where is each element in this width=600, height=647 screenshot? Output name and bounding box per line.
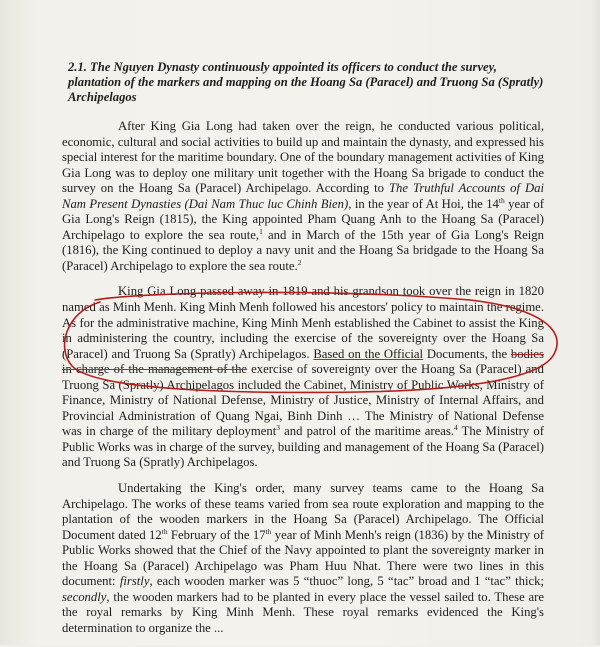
- para2-text-c: exercise of sovereignty over the Hoang Sa (Paracel) and Truong Sa (Spratly) Archipelagos included the Cabinet, Ministry of Public Works, Ministry of Finance, Ministry of National Defense, Ministry of Justice, Ministry of Internal Affairs, and Provincial Administration of Quang Ngai, Binh Dinh … The Ministry of National Defense was in charge of the military deployment: [62, 362, 544, 439]
- ordinal-suffix: th: [498, 195, 505, 205]
- paragraph-survey-teams: [62, 481, 544, 636]
- ordinal-suffix: th: [161, 526, 168, 536]
- footnote-ref-3: 3: [276, 423, 281, 433]
- book-title: The Truthful Accounts of Dai Nam Present Dynasties (Dai Nam Thuc luc Chinh Bien): [62, 181, 545, 211]
- ordinal-suffix: th: [265, 526, 272, 536]
- para3-text-e: , the wooden markers had to be planted in every place the vessel sailed to. These are the royal remarks by King Minh Menh. These royal remarks evidenced the King's determination to organize the ...: [62, 589, 544, 635]
- para1-text-a: After King Gia Long had taken over the reign, he conducted various political, economic, cultural and social activities to build up and maintain the dynasty, and expressed his special interest for the maritime boundary. One of the boundary management activities of King Gia Long was to deploy one military unit together with the Hoang Sa brigade to conduct the survey on the Hoang Sa (Paracel) Archipelago. According to: [62, 119, 544, 196]
- para1-text-d: and in March of the 15th year of Gia Long's Reign (1816), the King continued to deploy a navy unit and the Hoang Sa bridgade to the Hoang Sa (Paracel) Archipelago to explore the sea route.: [62, 227, 544, 273]
- para3-text-d: , each wooden marker was 5 “thuoc” long, 5 “tac” broad and 1 “tac” thick;: [149, 574, 544, 589]
- para1-text-c: year of Gia Long's Reign (1815), the King appointed Pham Quang Anh to the Hoang Sa (Paracel) Archipelago to explore the sea route,: [62, 196, 544, 242]
- para3-text-b: February of the 17: [167, 527, 266, 542]
- firstly-label: firstly: [119, 574, 150, 589]
- paragraph-minh-menh: [62, 284, 544, 471]
- footnote-ref-2: 2: [297, 257, 302, 267]
- footnote-ref-4: 4: [453, 423, 458, 433]
- page-content: [62, 60, 544, 647]
- para3-text-a: Undertaking the King's order, many survey teams came to the Hoang Sa Archipelago. The works of these teams varied from sea route exploration and mapping to the plantation of the wooden markers in the Hoang Sa (Paracel) Archipelago. The Official Document dated 12: [62, 481, 544, 542]
- section-title: The Nguyen Dynasty continuously appointed its officers to conduct the survey, plantation of the markers and mapping on the Hoang Sa (Paracel) and Truong Sa (Spratly) Archipelagos: [68, 60, 544, 104]
- struck-text: bodies in charge of the management of the: [62, 346, 544, 377]
- section-heading: [68, 60, 544, 105]
- page-edge-shadow: [590, 0, 600, 645]
- para2-text-b: Documents, the: [423, 346, 511, 361]
- secondly-label: secondly: [62, 589, 107, 604]
- para1-text-b: , in the year of At Hoi, the 14: [348, 196, 499, 211]
- para2-text-a: King Gia Long passed away in 1819 and his grandson took over the reign in 1820 named as Minh Menh. King Minh Menh followed his ancestors' policy to maintain the regime. As for the administrative machine, King Minh Menh established the Cabinet to assist the King in administering the country, including the exercise of the sovereignty over the Hoang Sa (Paracel) and Truong Sa (Spratly) Archipelagos.: [62, 284, 544, 361]
- para3-text-c: year of Minh Menh's reign (1836) by the Ministry of Public Works showed that the Chief of the Navy appointed to plant the sovereignty marker in the Hoang Sa (Paracel) Archipelago was Pham Huu Nhat. There were two lines in this document:: [62, 527, 545, 589]
- para2-text-e: The Ministry of Public Works was in charge of the survey, building and management of the Hoang Sa (Paracel) and Truong Sa (Spratly) Archipelagos.: [62, 424, 544, 470]
- paragraph-gia-long: [62, 119, 544, 274]
- footnote-ref-1: 1: [259, 226, 263, 236]
- underlined-text: Based on the Official: [313, 346, 424, 361]
- section-number: 2.1.: [68, 60, 87, 74]
- para2-text-d: and patrol of the maritime areas.: [280, 424, 454, 439]
